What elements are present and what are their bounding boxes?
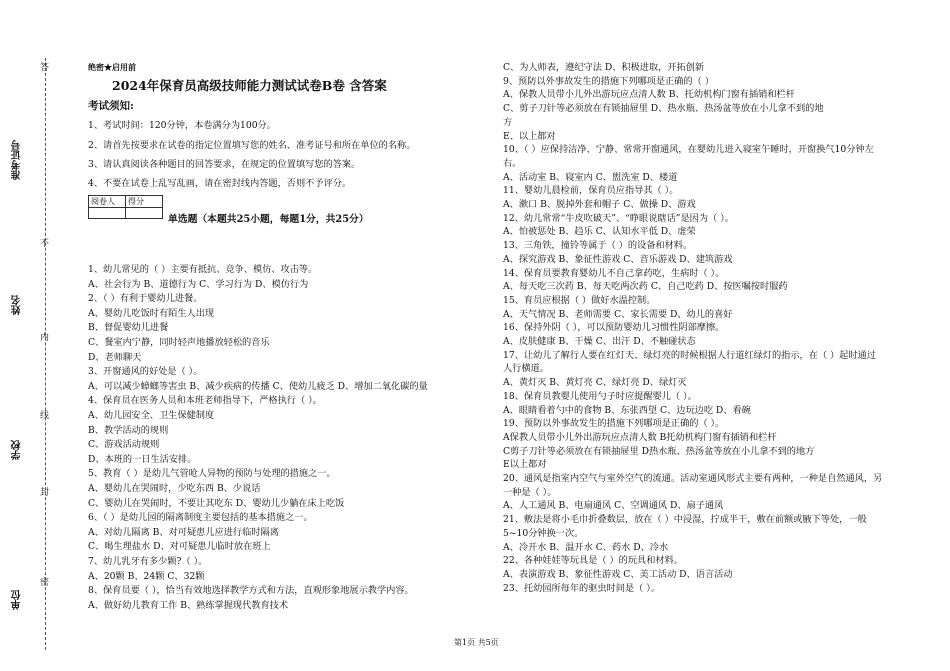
margin-label-name: 姓名 (12, 295, 23, 315)
question-line: C、为人师表，遵纪守法 D、积极进取，开拓创新 (503, 62, 705, 73)
score-table (88, 195, 163, 219)
notice-item: 2、请首先按要求在试卷的指定位置填写您的姓名、准考证号和所在单位的名称。 (88, 140, 416, 151)
question-line: 7、幼儿乳牙有多少颗?（ ）。 (88, 556, 208, 567)
seal-char: 答 (40, 63, 50, 73)
question-line: 22、各种娃娃等玩具是（ ）的玩具和材料。 (503, 555, 683, 567)
question-line: D、老师聊天 (88, 351, 142, 363)
secret-label: 绝密★启用前 (88, 62, 136, 72)
question-line: A、每天吃三次药 B、每天吃两次药 C、自己吃药 D、按医嘱按时服药 (503, 281, 788, 293)
question-line: A、表演游戏 B、象征性游戏 C、美工活动 D、语言活动 (503, 568, 733, 580)
seal-char: 不 (40, 239, 50, 249)
score-table-cell[interactable] (89, 208, 126, 219)
question-line: 18、保育员教婴儿使用勺子时应提醒婴儿（ ）。 (503, 390, 697, 402)
notice-item: 4、不要在试卷上乱写乱画，请在密封线内答题，否则不予评分。 (88, 178, 352, 189)
question-line: B、教学活动的规则 (88, 424, 169, 436)
page-footer: 第1页 共5页 (454, 638, 499, 647)
question-line: A、活动室 B、寝室内 C、盥洗室 D、楼道 (503, 171, 678, 183)
question-line: A、冷开水 B、温开水 C、药水 D、冷水 (503, 541, 669, 553)
question-line: E以上都对 (503, 459, 547, 471)
margin-label-exam-id: 准考证号 (12, 140, 23, 180)
question-line: A、婴幼儿吃饭时有陌生人出现 (88, 307, 215, 319)
question-line: 8、保育员要（ ），恰当有效地选择教学方式和方法，直观形象地展示教学内容。 (88, 585, 414, 597)
question-line: E、以上都对 (503, 130, 556, 142)
question-line: A、社会行为 B、道德行为 C、学习行为 D、模仿行为 (88, 278, 309, 290)
question-line: 右。 (503, 157, 522, 169)
question-line: A、幼儿园安全、卫生保健制度 (88, 410, 215, 421)
question-line: A、对幼儿隔离 B、对可疑患儿应进行临时隔离 (88, 526, 279, 538)
question-line: C、游戏活动规则 (88, 439, 160, 451)
question-line: A、人工通风 B、电扇通风 C、空调通风 D、扇子通风 (503, 500, 724, 512)
question-line: 11、婴幼儿晨检前，保育员应指导其（ ）。 (503, 185, 679, 197)
question-line: 6、（ ）是幼儿园的隔离制度主要包括的基本措施之一。 (88, 512, 313, 524)
seal-dashed-line (45, 58, 46, 650)
question-line: B、督促婴幼儿进餐 (88, 322, 169, 334)
question-line: 12、幼儿常常“牛皮吹破天”、“睁眼说瞎话”是因为（ ）。 (503, 212, 734, 224)
question-line: 14、保育员要教育婴幼儿不自己拿药吃，生病时（ ）。 (503, 267, 725, 279)
page-title: 2024年保育员高级技师能力测试试卷B卷 含答案 (112, 78, 387, 93)
score-table-cell[interactable] (126, 208, 163, 219)
question-line: 3、开窗通风的好处是（ ）。 (88, 366, 203, 378)
seal-char: 密 (40, 578, 50, 588)
question-line: A、怕被惩处 B、趋乐 C、认知水平低 D、虚荣 (503, 226, 696, 238)
question-line: 5~10分钟换一次。 (503, 527, 584, 539)
question-line: A、20颗 B、24颗 C、32颗 (88, 570, 205, 582)
notice-heading: 考试须知: (88, 100, 134, 112)
question-line: 一种是（ ）。 (503, 486, 557, 498)
question-line: A、漱口 B、脱掉外套和帽子 C、做操 D、游戏 (503, 199, 696, 210)
seal-char: 内 (40, 333, 50, 343)
margin-label-unit: 单位 (12, 590, 23, 610)
question-line: A、皮肤健康 B、干燥 C、出汗 D、不触碰状态 (503, 336, 696, 347)
question-line: 16、保持外阴（ ），可以预防婴幼儿习惯性阴部摩擦。 (503, 322, 725, 334)
question-line: 20、通风是指室内空气与室外空气的流通。活动室通风形式主要有两种，一种是自然通风，另 (503, 473, 883, 484)
question-line: A、探究游戏 B、象征性游戏 C、音乐游戏 D、建筑游戏 (503, 253, 733, 265)
margin-label-school: 学校 (12, 440, 23, 460)
question-line: A、保教人员带小儿外出游玩应点清人数 B、托幼机构门窗有插销和栏杆 (503, 89, 795, 101)
score-table-grader: 阅卷人 (89, 196, 126, 208)
question-line: C、餐室内宁静，同时轻声地播放轻松的音乐 (88, 337, 270, 348)
question-line: 10、（ ）应保持洁净、宁静、常常开窗通风，在婴幼儿进入寝室午睡时，开窗换气10分钟左 (503, 144, 874, 156)
question-line: 2、（ ）有利于婴幼儿进餐。 (88, 293, 203, 305)
question-line: C、喝生理盐水 D、对可疑患儿临时放在班上 (88, 541, 271, 553)
seal-char: 封 (40, 488, 50, 498)
question-line: A、天气情况 B、老师需要 C、家长需要 D、幼儿的喜好 (503, 308, 733, 320)
question-line: 23、托幼园所每年的驱虫时间是（ ）。 (503, 582, 661, 594)
section-title: 单选题（本题共25小题，每题1分，共25分） (168, 214, 369, 225)
question-line: C、婴幼儿在哭闹时，不要让其吃东 D、婴幼儿少躺在床上吃饭 (88, 497, 345, 509)
question-line: 人行横道。 (503, 363, 549, 375)
question-line: 方 (503, 116, 513, 128)
question-line: 21、敷法是将小毛巾折叠数层，放在（ ）中浸湿，拧成半干，敷在前额或腋下等处，一般 (503, 514, 867, 526)
question-line: A、做好幼儿教育工作 B、熟练掌握现代教育技术 (88, 599, 289, 611)
question-line: A、婴幼儿在哭闹时，少吃东西 B、少说话 (88, 483, 261, 494)
seal-char: 线 (40, 411, 50, 421)
question-line: A、黄灯灭 B、黄灯亮 C、绿灯亮 D、绿灯灭 (503, 377, 687, 389)
question-line: A、眼睛看着勺中的食物 B、东张西望 C、边玩边吃 D、看碗 (503, 404, 751, 416)
question-line: C、剪子刀针等必须放在有锁抽屉里 D、热水瓶、热汤盆等放在小儿拿不到的地 (503, 103, 824, 115)
question-line: 5、教育（ ）是幼儿气管呛人异物的预防与处理的措施之一。 (88, 468, 336, 480)
question-line: 15、育员应根据（ ）做好水温控制。 (503, 294, 656, 306)
notice-item: 3、请认真阅读各种题目的回答要求，在规定的位置填写您的答案。 (88, 159, 361, 170)
question-line: D、本班的一日生活安排。 (88, 453, 197, 465)
question-line: A、可以减少蟑螂等害虫 B、减少疾病的传播 C、使幼儿疲乏 D、增加二氧化碳的量 (88, 380, 428, 392)
notice-item: 1、考试时间：120分钟，本卷满分为100分。 (88, 120, 276, 131)
question-line: 9、预防以外事故发生的措施下列哪项是正确的（ ） (503, 75, 714, 87)
question-line: 19、预防以外事故发生的措施下列哪项是正确的（ ）。 (503, 418, 725, 430)
question-line: 13、三角铁，撞铃等属于（ ）的设备和材料。 (503, 240, 693, 252)
question-line: C剪子刀针等必须放在有锁抽屉里 D热水瓶、热汤盆等放在小儿拿不到的地方 (503, 445, 815, 457)
question-line: A保教人员带小儿外出游玩应点清人数 B托幼机构门窗有插销和栏杆 (503, 431, 777, 443)
question-line: 17、让幼儿了解行人要在红灯天、绿灯亮的时候根据人行道红绿灯的指示，在（ ）起时通过 (503, 349, 876, 361)
score-table-score: 得分 (126, 196, 163, 208)
question-line: 4、保育员在医务人员和本班老师指导下，严格执行（ ）。 (88, 395, 322, 407)
question-line: 1、幼儿常见的（ ）主要有抵抗、竞争、模仿、攻击等。 (88, 264, 318, 275)
